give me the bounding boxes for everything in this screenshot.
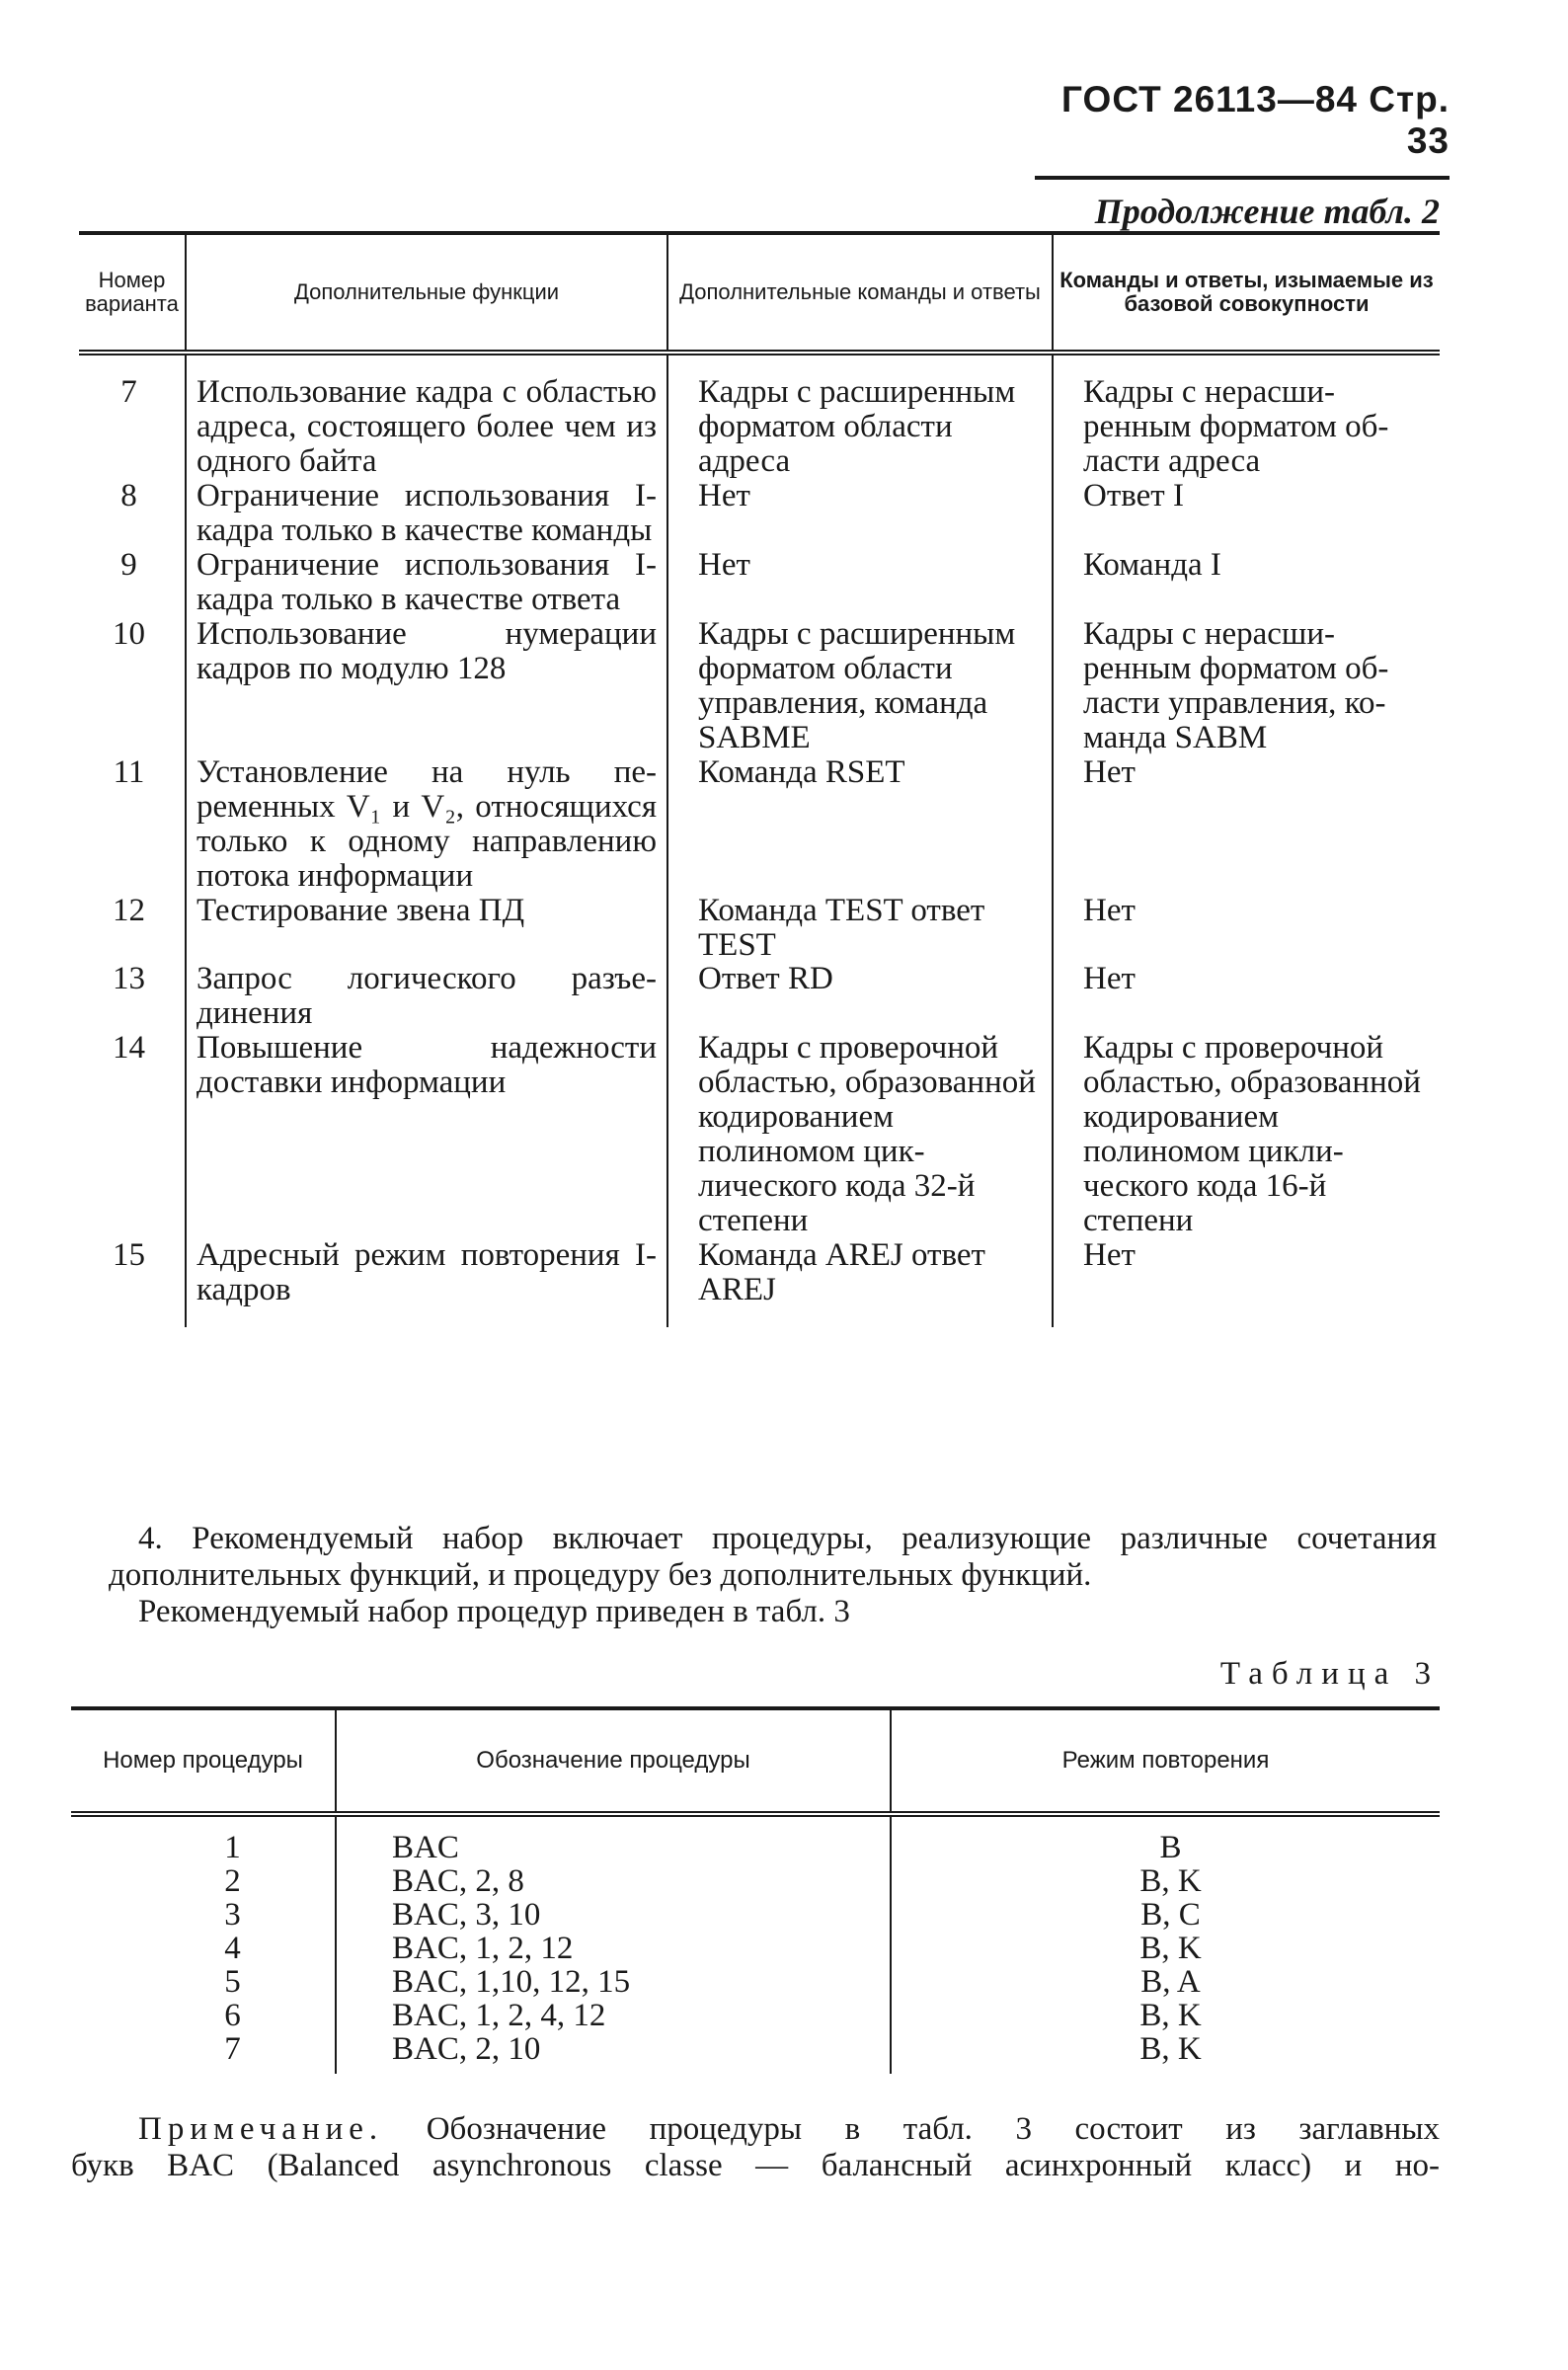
procedure-designation-cell: BAC [336, 1831, 891, 1864]
variant-number-cell: 13 [113, 961, 145, 997]
table2-row [79, 479, 1440, 548]
page-header: ГОСТ 26113—84 Стр. 33 [1035, 79, 1450, 180]
variant-number-cell: 10 [113, 615, 145, 652]
table2-header-removed: Команды и ответы, изымаемые из базовой совокупности [1053, 233, 1440, 353]
procedure-number-cell: 7 [224, 2030, 241, 2067]
note-line-2: букв BAC (Balanced asynchronous classe — балансный асинхронный класс) и но- [71, 2147, 1440, 2183]
repeat-mode-cell: B, C [891, 1898, 1440, 1932]
note-line-1: Обозначение процедуры в табл. 3 состоит из заглавных [426, 2111, 1441, 2147]
table2-row [79, 548, 1440, 617]
commands-cell: Кадры с расширенным форматом области управления, команда SABME [667, 617, 1053, 755]
commands-cell: Команда AREJ ответ AREJ [667, 1238, 1053, 1307]
table3-row [71, 1999, 1440, 2032]
procedure-number-cell: 2 [224, 1862, 241, 1899]
paragraph-ref-table3: Рекомендуемый набор процедур приведен в табл. 3 [138, 1593, 850, 1629]
commands-cell: Ответ RD [667, 962, 1053, 1031]
table2-header-variant: Номер варианта [79, 233, 186, 353]
removed-commands-cell: Нет [1053, 755, 1440, 894]
table3-caption: Таблица 3 [1219, 1656, 1440, 1692]
table-2 [79, 231, 1440, 1327]
repeat-mode-cell: B, K [891, 1932, 1440, 1965]
procedure-designation-cell: BAC, 3, 10 [336, 1898, 891, 1932]
table3-header-designation: Обозначение процедуры [336, 1708, 891, 1814]
table3-row [71, 1898, 1440, 1932]
table3-header-number: Номер процедуры [71, 1708, 336, 1814]
commands-cell: Кадры с проверочной областью, образованной кодированием полиномом циклического кода 32-й степени [667, 1031, 1053, 1238]
table2-row [79, 1238, 1440, 1307]
table2-row [79, 375, 1440, 479]
table2-row [79, 617, 1440, 755]
procedure-number-cell: 4 [224, 1930, 241, 1966]
table3-note [71, 2111, 1440, 2184]
procedure-number-cell: 1 [224, 1830, 241, 1865]
table2-row [79, 962, 1440, 1031]
table2-header-row [79, 233, 1440, 353]
variant-number-cell: 7 [120, 374, 137, 410]
variant-number-cell: 8 [120, 477, 137, 514]
table3-header-mode: Режим повторения [891, 1708, 1440, 1814]
function-cell: Установление на нуль переменных V₁ и V₂, относящихся только к одному направлению потока информации [186, 755, 667, 894]
table3-header-row [71, 1708, 1440, 1814]
procedure-number-cell: 6 [224, 1997, 241, 2033]
table3-row [71, 2032, 1440, 2066]
table2-row [79, 894, 1440, 963]
procedure-number-cell: 3 [224, 1896, 241, 1933]
removed-commands-cell: Кадры с нерасширенным форматом области управления, команда SABM [1053, 617, 1440, 755]
variant-number-cell: 15 [113, 1237, 145, 1274]
function-cell: Ограничение использования I-кадра только в качестве команды [186, 479, 667, 548]
note-lead: Примечание. [138, 2111, 384, 2147]
repeat-mode-cell: B, K [891, 2032, 1440, 2066]
commands-cell: Команда RSET [667, 755, 1053, 894]
procedure-designation-cell: BAC, 1,10, 12, 15 [336, 1965, 891, 1999]
table3-row [71, 1831, 1440, 1864]
function-cell: Ограничение использования I-кадра только в качестве ответа [186, 548, 667, 617]
function-cell: Запрос логического разъединения [186, 962, 667, 1031]
procedure-designation-cell: BAC, 1, 2, 12 [336, 1932, 891, 1965]
variant-number-cell: 9 [120, 546, 137, 583]
removed-commands-cell: Нет [1053, 894, 1440, 963]
table3-row [71, 1965, 1440, 1999]
table2-continuation-caption: Продолжение табл. 2 [1094, 192, 1440, 231]
table2-header-commands: Дополнительные команды и ответы [667, 233, 1053, 353]
table3-row [71, 1932, 1440, 1965]
function-cell: Повышение надежности доставки информации [186, 1031, 667, 1238]
commands-cell: Нет [667, 479, 1053, 548]
removed-commands-cell: Кадры с проверочной областью, образованной кодированием полиномом циклического кода 16-й степени [1053, 1031, 1440, 1238]
repeat-mode-cell: B, K [891, 1864, 1440, 1898]
removed-commands-cell: Команда I [1053, 548, 1440, 617]
removed-commands-cell: Нет [1053, 1238, 1440, 1307]
commands-cell: Кадры с расширенным форматом области адреса [667, 375, 1053, 479]
repeat-mode-cell: B [891, 1831, 1440, 1864]
variant-number-cell: 14 [113, 1030, 145, 1066]
function-cell: Тестирование звена ПД [186, 894, 667, 963]
commands-cell: Команда TEST ответ TEST [667, 894, 1053, 963]
paragraph-4-text: 4. Рекомендуемый набор включает процедуры, реализующие различные сочетания дополнительных функций, и процедуру без дополнительных функций. [109, 1521, 1437, 1593]
table2-row [79, 755, 1440, 894]
removed-commands-cell: Ответ I [1053, 479, 1440, 548]
removed-commands-cell: Нет [1053, 962, 1440, 1031]
procedure-designation-cell: BAC, 1, 2, 4, 12 [336, 1999, 891, 2032]
table-3 [71, 1706, 1440, 2074]
procedure-designation-cell: BAC, 2, 8 [336, 1864, 891, 1898]
recommended-set-paragraph [109, 1521, 1437, 1630]
repeat-mode-cell: B, A [891, 1965, 1440, 1999]
variant-number-cell: 12 [113, 892, 145, 928]
table3-row [71, 1864, 1440, 1898]
function-cell: Использование кадра с областью адреса, состоящего более чем из одного байта [186, 375, 667, 479]
function-cell: Адресный режим повторения I-кадров [186, 1238, 667, 1307]
removed-commands-cell: Кадры с нерасширенным форматом области адреса [1053, 375, 1440, 479]
table2-header-functions: Дополнительные функции [186, 233, 667, 353]
table2-row [79, 1031, 1440, 1238]
procedure-number-cell: 5 [224, 1963, 241, 2000]
variant-number-cell: 11 [113, 753, 145, 790]
repeat-mode-cell: B, K [891, 1999, 1440, 2032]
commands-cell: Нет [667, 548, 1053, 617]
procedure-designation-cell: BAC, 2, 10 [336, 2032, 891, 2066]
function-cell: Использование нумерации кадров по модулю 128 [186, 617, 667, 755]
